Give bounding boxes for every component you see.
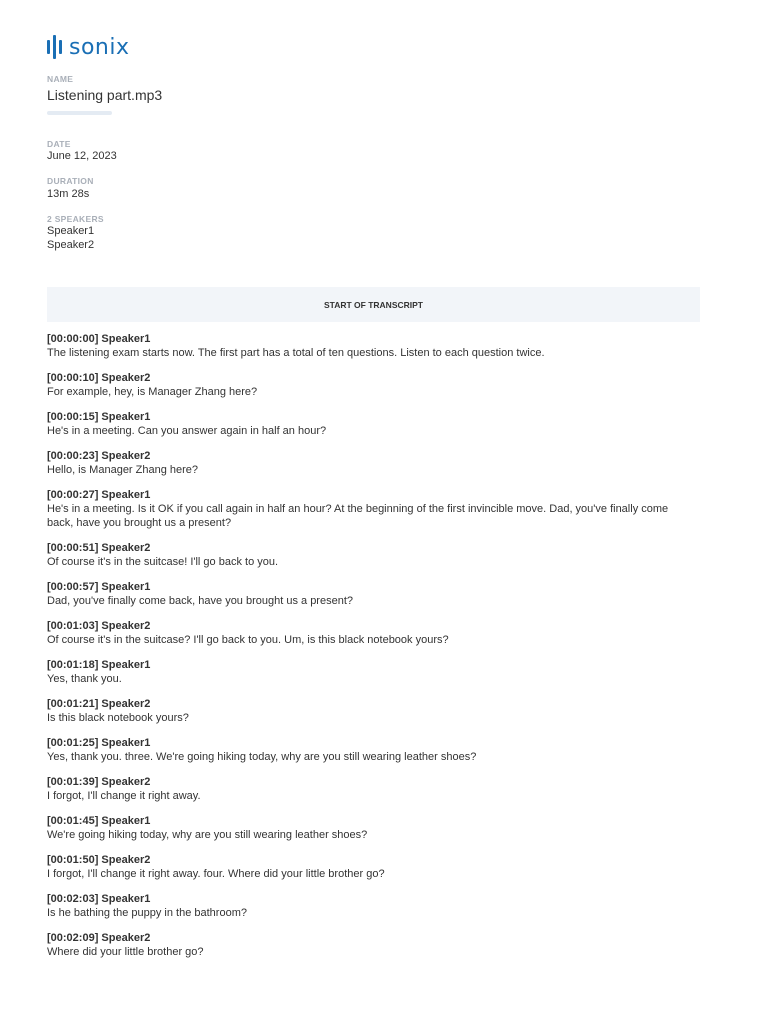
segment-text: I forgot, I'll change it right away. four. Where did your little brother go? [47,868,385,880]
transcript-segment [47,332,687,360]
transcript-segment [47,541,687,569]
transcript-segment [47,580,687,608]
transcript-segment [47,931,687,959]
segment-header [47,580,687,594]
transcript-segment [47,775,687,803]
segment-speaker: Speaker1 [101,489,151,501]
segment-header [47,619,687,633]
segment-speaker: Speaker2 [101,372,151,384]
transcript-segment [47,658,687,686]
segment-speaker: Speaker1 [101,581,151,593]
segment-header [47,658,687,672]
transcript-segment [47,488,687,530]
segment-header [47,892,687,906]
segment-text: He's in a meeting. Is it OK if you call again in half an hour? At the beginning of the first invincible move. Dad, you've finally come back, have you brought us a present? [47,503,669,529]
transcript-segment [47,697,687,725]
segment-timestamp: [00:01:21] [47,698,99,710]
segment-speaker: Speaker2 [101,932,151,944]
segment-text: Is this black notebook yours? [47,712,189,724]
transcript-segment [47,892,687,920]
segment-speaker: Speaker1 [101,333,151,345]
segment-header [47,775,687,789]
file-name: Listening part.mp3 [47,87,163,103]
segment-speaker: Speaker2 [101,450,151,462]
segment-timestamp: [00:02:09] [47,932,99,944]
segment-speaker: Speaker1 [101,659,151,671]
segment-text: For example, hey, is Manager Zhang here? [47,386,258,398]
segment-speaker: Speaker2 [101,698,151,710]
transcript-segment [47,449,687,477]
sonix-logo [47,35,130,59]
segment-header [47,541,687,555]
segment-timestamp: [00:01:03] [47,620,99,632]
transcript-segment [47,619,687,647]
date-label: DATE [47,139,71,149]
segment-text: I forgot, I'll change it right away. [47,790,201,802]
logo-wordmark: sonix [69,34,130,60]
segment-speaker: Speaker2 [101,620,151,632]
segment-text: Where did your little brother go? [47,946,204,958]
transcript-segment [47,814,687,842]
segment-header [47,332,687,346]
segment-timestamp: [00:00:27] [47,489,99,501]
segment-text: We're going hiking today, why are you still wearing leather shoes? [47,829,368,841]
segment-header [47,410,687,424]
segment-text: The listening exam starts now. The first part has a total of ten questions. Listen to each question twice. [47,347,545,359]
segment-timestamp: [00:01:50] [47,854,99,866]
segment-header [47,449,687,463]
segment-text: Hello, is Manager Zhang here? [47,464,199,476]
segment-timestamp: [00:00:51] [47,542,99,554]
speaker-name: Speaker1 [47,225,95,237]
duration-value: 13m 28s [47,188,90,200]
segment-timestamp: [00:00:23] [47,450,99,462]
segment-timestamp: [00:01:25] [47,737,99,749]
duration-label: DURATION [47,176,94,186]
start-of-transcript-banner: START OF TRANSCRIPT [47,287,700,322]
segment-text: Yes, thank you. three. We're going hiking today, why are you still wearing leather shoes? [47,751,477,763]
segment-header [47,697,687,711]
segment-text: Of course it's in the suitcase! I'll go back to you. [47,556,279,568]
transcript-segment [47,853,687,881]
segment-header [47,814,687,828]
segment-timestamp: [00:00:10] [47,372,99,384]
segment-header [47,931,687,945]
segment-timestamp: [00:01:18] [47,659,99,671]
transcript-body [47,332,687,970]
segment-speaker: Speaker1 [101,737,151,749]
transcript-segment [47,371,687,399]
speakers-label: 2 SPEAKERS [47,214,104,224]
speaker-name: Speaker2 [47,239,95,251]
segment-header [47,371,687,385]
segment-text: He's in a meeting. Can you answer again in half an hour? [47,425,327,437]
transcript-segment [47,410,687,438]
segment-header [47,736,687,750]
segment-speaker: Speaker2 [101,776,151,788]
logo-bars-icon [47,35,62,59]
segment-speaker: Speaker2 [101,542,151,554]
segment-speaker: Speaker1 [101,411,151,423]
segment-text: Of course it's in the suitcase? I'll go back to you. Um, is this black notebook yours? [47,634,449,646]
date-value: June 12, 2023 [47,150,117,162]
segment-timestamp: [00:01:39] [47,776,99,788]
name-label: NAME [47,74,74,84]
segment-header [47,488,687,502]
segment-timestamp: [00:00:57] [47,581,99,593]
segment-text: Yes, thank you. [47,673,122,685]
segment-speaker: Speaker1 [101,815,151,827]
segment-speaker: Speaker1 [101,893,151,905]
transcript-segment [47,736,687,764]
segment-timestamp: [00:01:45] [47,815,99,827]
segment-timestamp: [00:00:00] [47,333,99,345]
segment-speaker: Speaker2 [101,854,151,866]
segment-header [47,853,687,867]
segment-timestamp: [00:00:15] [47,411,99,423]
segment-timestamp: [00:02:03] [47,893,99,905]
name-underline [47,111,112,115]
segment-text: Dad, you've finally come back, have you brought us a present? [47,595,354,607]
segment-text: Is he bathing the puppy in the bathroom? [47,907,247,919]
